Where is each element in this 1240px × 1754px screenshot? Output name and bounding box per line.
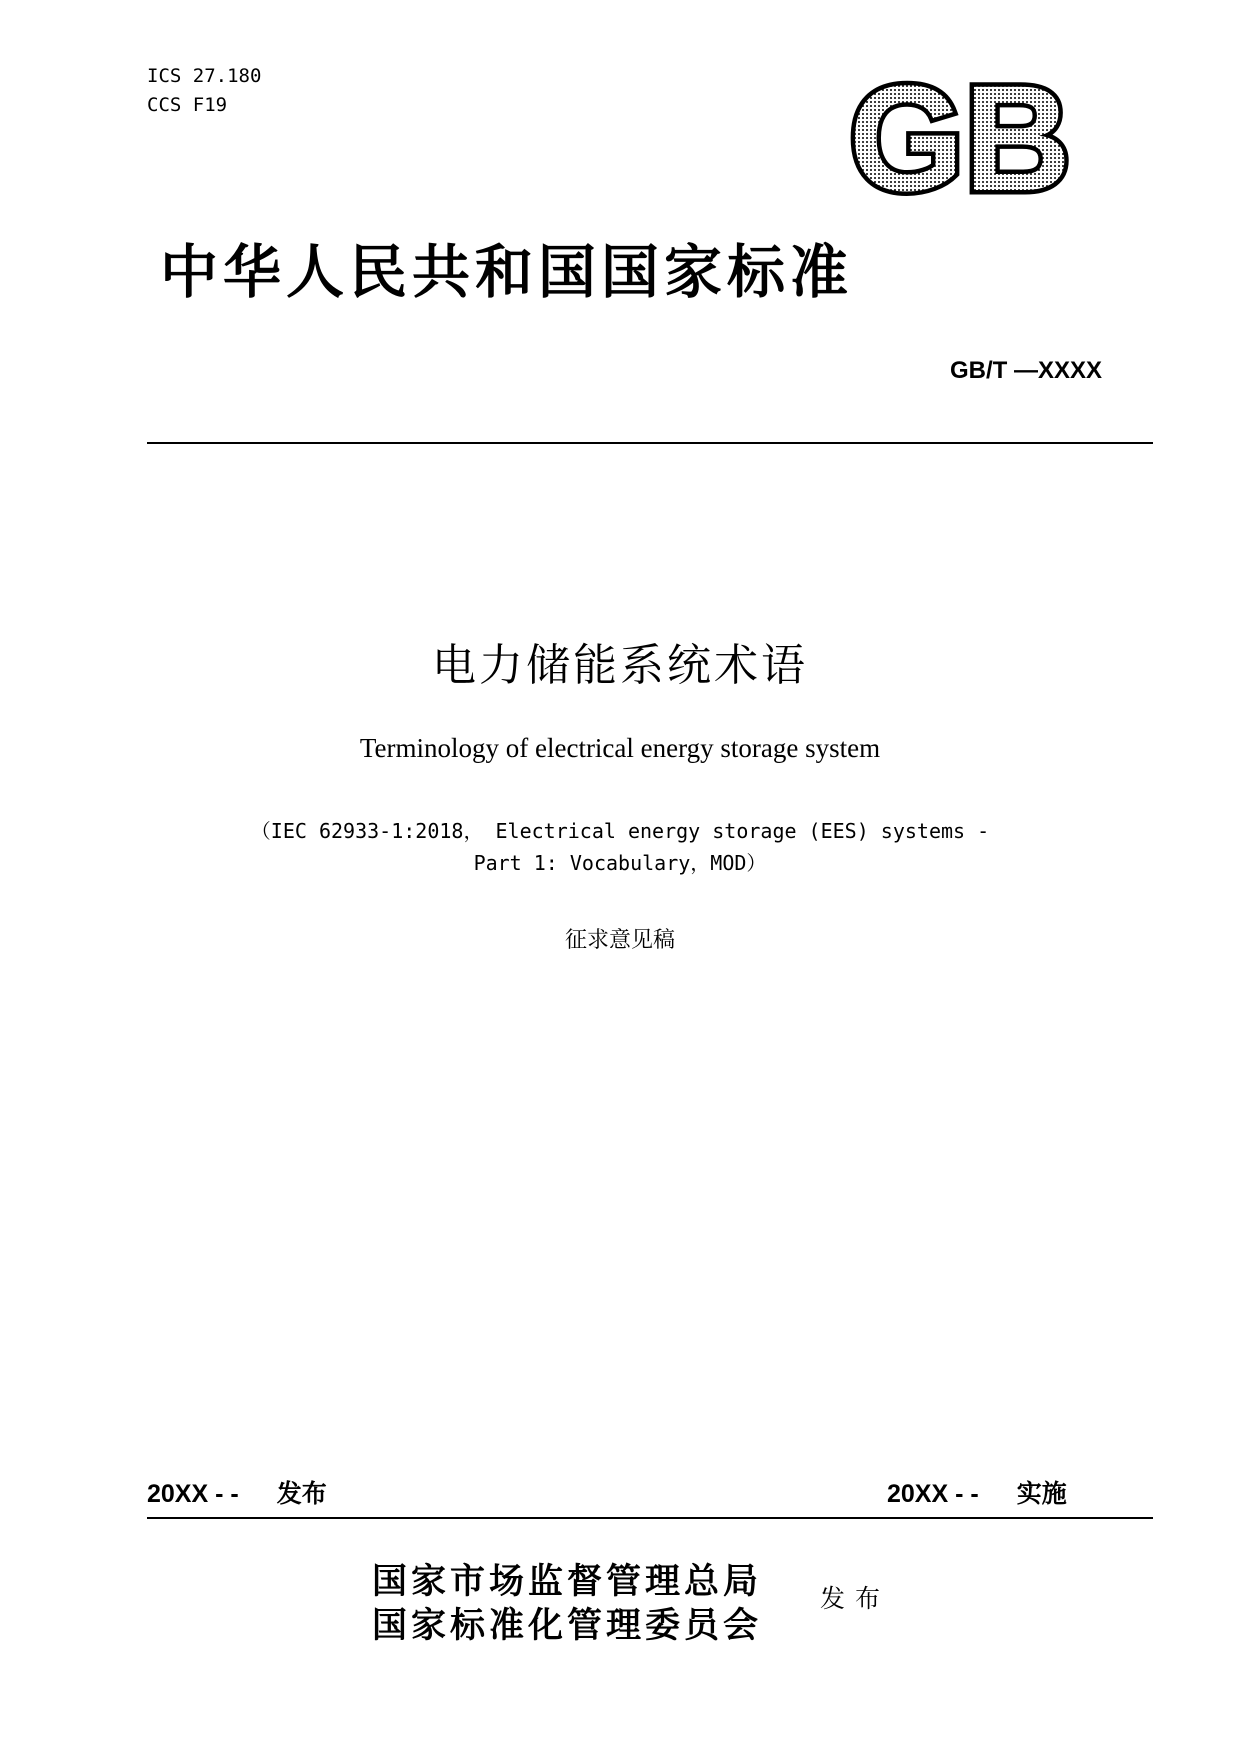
classification-codes — [147, 62, 261, 120]
ccs-code: CCS F19 — [147, 94, 228, 116]
national-standard-title: 中华人民共和国国家标准 — [160, 238, 854, 306]
publish-date-block — [147, 1477, 327, 1511]
draft-status: 征求意见稿 — [564, 928, 675, 953]
gb-logo — [845, 72, 1075, 200]
issuing-authorities — [372, 1560, 762, 1648]
publish-date: 20XX - - — [147, 1480, 239, 1508]
implement-date-block — [887, 1477, 1067, 1511]
top-divider — [147, 442, 1153, 444]
document-title-english: Terminology of electrical energy storage system — [359, 733, 881, 763]
standard-number: GB/T —XXXX — [949, 357, 1102, 384]
document-title-chinese: 电力储能系统术语 — [432, 640, 808, 691]
ics-code: ICS 27.180 — [147, 65, 262, 87]
issuer-sac: 国家标准化管理委员会 — [372, 1606, 763, 1646]
bottom-divider — [147, 1517, 1153, 1519]
publish-label: 发布 — [276, 1480, 327, 1508]
iec-reference-line-2: Part 1: Vocabulary，MOD） — [473, 851, 767, 875]
implement-label: 实施 — [1016, 1480, 1067, 1508]
gb-logo-text: GB — [849, 72, 1071, 200]
issuer-samr: 国家市场监督管理总局 — [372, 1562, 763, 1602]
implement-date: 20XX - - — [887, 1480, 979, 1508]
iec-reference — [0, 815, 1240, 879]
issue-label: 发布 — [820, 1584, 891, 1613]
iec-reference-line-1: （IEC 62933-1:2018， Electrical energy storage (EES) systems - — [250, 819, 990, 843]
